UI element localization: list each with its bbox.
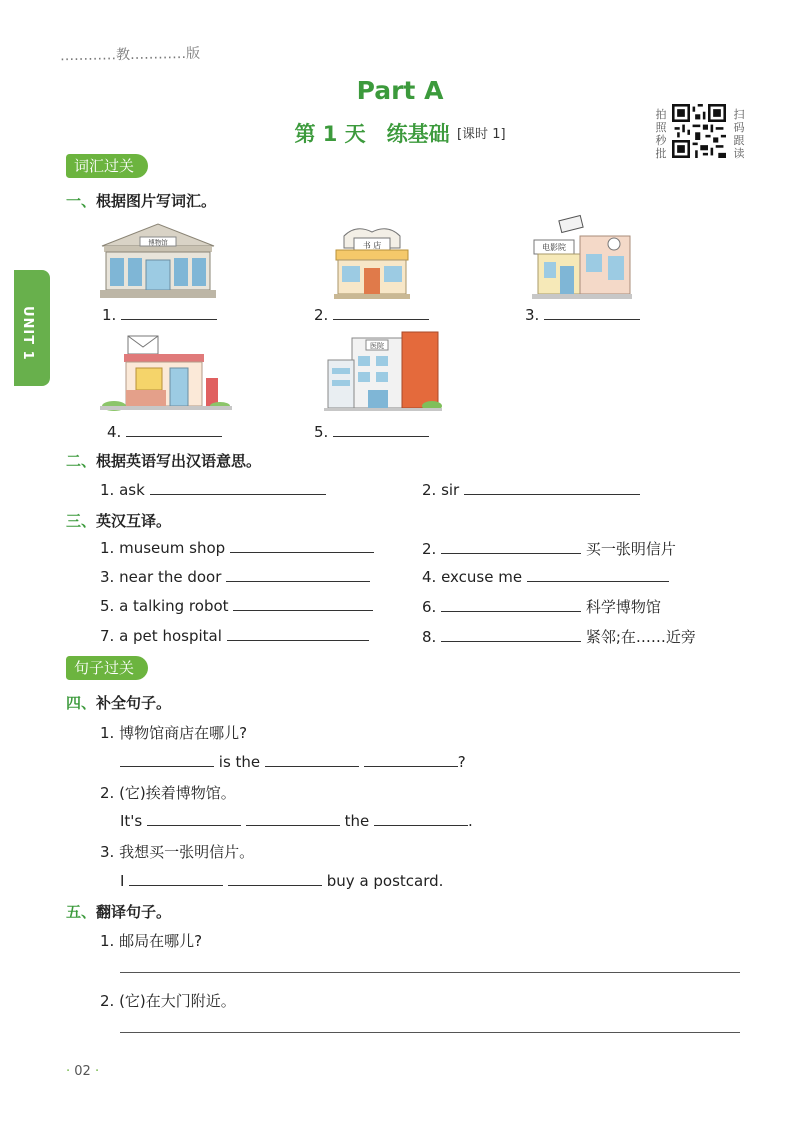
answer-blank[interactable] [246, 811, 340, 826]
lesson-tag: [课时 1] [456, 127, 506, 142]
part-title: Part A [356, 76, 444, 105]
bookstore-sign: 书 店 [362, 241, 382, 250]
cinema-illustration [530, 214, 634, 300]
answer-blank[interactable] [226, 567, 370, 582]
item-label: 7. a pet hospital [100, 627, 222, 645]
answer-blank[interactable] [544, 305, 640, 320]
q2-item-2 [422, 480, 640, 499]
answer-blank[interactable] [527, 567, 669, 582]
item-label: 1. museum shop [100, 539, 226, 557]
answer-blank[interactable] [265, 752, 359, 767]
post-office-illustration [100, 332, 232, 412]
bookstore-illustration [332, 218, 412, 300]
answer-blank[interactable] [126, 422, 222, 437]
answer-4 [107, 422, 222, 441]
item-chinese: 紧邻;在……近旁 [585, 628, 696, 646]
sentence-punct: . [468, 812, 473, 830]
answer-blank[interactable] [230, 538, 374, 553]
q5-prompt-1: 1. 邮局在哪儿? [100, 932, 203, 950]
answer-line-1[interactable] [120, 972, 740, 973]
answer-blank[interactable] [441, 597, 581, 612]
q3-item-2 [422, 538, 676, 559]
answer-1 [102, 305, 217, 324]
answer-number: 3. [525, 306, 540, 324]
section-tag-sentence: 句子过关 [66, 656, 148, 680]
answer-blank[interactable] [228, 871, 322, 886]
answer-blank[interactable] [227, 626, 369, 641]
heading-text: 根据英语写出汉语意思。 [96, 452, 262, 470]
heading-number: 三、 [66, 512, 97, 530]
q4-answer-1 [120, 752, 466, 771]
qr-block[interactable] [650, 104, 750, 160]
qr-right-label: 扫码跟读 [733, 108, 745, 160]
answer-line-2[interactable] [120, 1032, 740, 1033]
answer-blank[interactable] [333, 305, 429, 320]
sentence-word: the [344, 812, 370, 830]
answer-blank[interactable] [120, 752, 214, 767]
unit-tab [14, 270, 50, 386]
question-heading-2 [66, 450, 261, 471]
answer-blank[interactable] [147, 811, 241, 826]
hospital-sign: 医院 [370, 342, 384, 350]
q4-answer-3 [120, 871, 443, 890]
heading-text: 根据图片写词汇。 [96, 192, 217, 210]
museum-illustration [96, 220, 220, 300]
answer-2 [314, 305, 429, 324]
heading-text: 英汉互译。 [96, 512, 172, 530]
answer-number: 5. [314, 423, 329, 441]
item-label: 6. [422, 598, 437, 616]
answer-blank[interactable] [129, 871, 223, 886]
sentence-word: is the [218, 753, 261, 771]
answer-blank[interactable] [374, 811, 468, 826]
item-label: 3. near the door [100, 568, 222, 586]
answer-5 [314, 422, 429, 441]
qr-left-label: 拍照秒批 [655, 108, 667, 160]
question-heading-5 [66, 901, 171, 922]
question-heading-3 [66, 510, 171, 531]
item-chinese: 科学博物馆 [585, 598, 661, 616]
q4-answer-2 [120, 811, 473, 830]
answer-blank[interactable] [233, 596, 373, 611]
item-label: 2. [422, 540, 437, 558]
answer-blank[interactable] [121, 305, 217, 320]
page-number-text: 02 [74, 1064, 91, 1079]
q3-item-1 [100, 538, 374, 557]
header-note: …………教…………版 [59, 45, 201, 65]
answer-blank[interactable] [441, 627, 581, 642]
q3-item-3 [100, 567, 370, 586]
item-label: 8. [422, 628, 437, 646]
q3-item-6 [422, 596, 661, 617]
sentence-word: It's [120, 812, 143, 830]
unit-tab-label: UNIT 1 [20, 306, 35, 361]
q3-item-7 [100, 626, 369, 645]
answer-blank[interactable] [333, 422, 429, 437]
answer-number: 4. [107, 423, 122, 441]
answer-blank[interactable] [441, 539, 581, 554]
heading-number: 二、 [66, 452, 97, 470]
sentence-word: I [120, 872, 125, 890]
day-title-text: 第 1 天 练基础 [294, 122, 450, 146]
heading-text: 补全句子。 [96, 694, 172, 712]
item-chinese: 买一张明信片 [585, 540, 676, 558]
answer-number: 2. [314, 306, 329, 324]
item-label: 2. sir [422, 481, 460, 499]
answer-number: 1. [102, 306, 117, 324]
page-number: · 02 · [66, 1064, 100, 1079]
section-tag-vocab: 词汇过关 [66, 154, 148, 178]
qr-code-icon[interactable] [672, 104, 726, 158]
question-heading-4 [66, 692, 171, 713]
q4-prompt-2: 2. (它)挨着博物馆。 [100, 784, 236, 802]
heading-text: 翻译句子。 [96, 903, 172, 921]
q4-prompt-1: 1. 博物馆商店在哪儿? [100, 724, 248, 742]
heading-number: 四、 [66, 694, 97, 712]
cinema-sign: 电影院 [542, 243, 566, 252]
item-label: 1. ask [100, 481, 145, 499]
answer-blank[interactable] [464, 480, 640, 495]
question-heading-1 [66, 190, 216, 211]
item-label: 4. excuse me [422, 568, 523, 586]
heading-number: 一、 [66, 192, 97, 210]
answer-3 [525, 305, 640, 324]
hospital-illustration [322, 330, 444, 412]
answer-blank[interactable] [150, 480, 326, 495]
q4-prompt-3: 3. 我想买一张明信片。 [100, 843, 255, 861]
sentence-punct: ? [457, 753, 466, 771]
q3-item-4 [422, 567, 669, 586]
q3-item-5 [100, 596, 373, 615]
item-label: 5. a talking robot [100, 597, 229, 615]
heading-number: 五、 [66, 903, 97, 921]
answer-blank[interactable] [364, 752, 458, 767]
q5-prompt-2: 2. (它)在大门附近。 [100, 992, 236, 1010]
q3-item-8 [422, 626, 696, 647]
q2-item-1 [100, 480, 326, 499]
sentence-word: buy a postcard. [326, 872, 444, 890]
museum-sign: 博物馆 [148, 238, 168, 247]
